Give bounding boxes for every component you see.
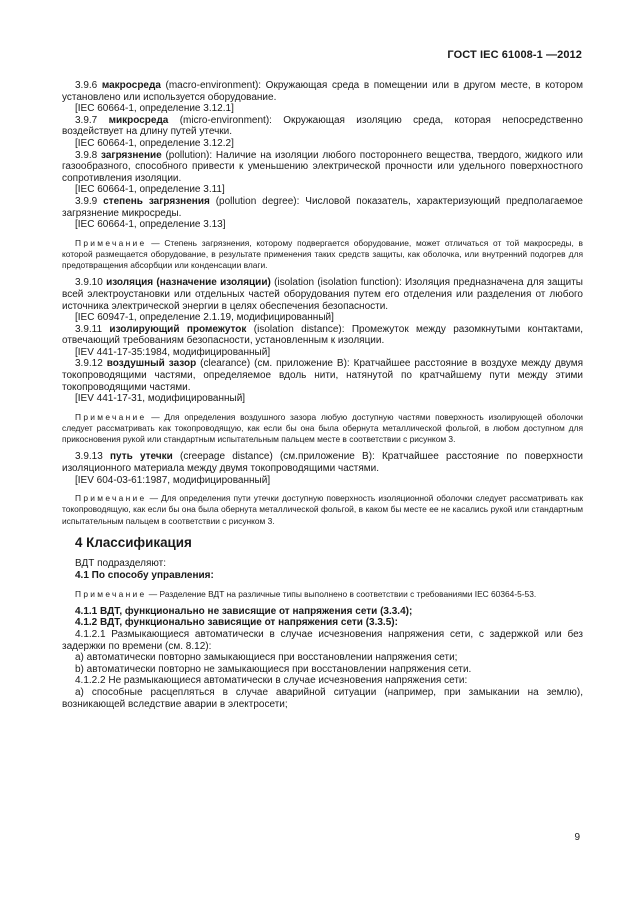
- reference-3-9-7: [IEC 60664-1, определение 3.12.2]: [75, 137, 234, 149]
- definition-3-9-12: 3.9.12 воздушный зазор (clearance) (см. приложение В): Кратчайшее расстояние в воздухе между двумя токопроводящими частями, определяемое вдоль нити, натянутой по кратчайшему пути между этими токопроводящими частями.: [62, 358, 583, 393]
- note-classification: Примечание — Разделение ВДТ на различные типы выполнено в соответствии с требованиями IEC 60364-5-53.: [75, 588, 537, 599]
- definition-3-9-8: 3.9.8 загрязнение (pollution): Наличие на изоляции любого постороннего вещества, твердого, жидкого или газообразного, способного привести к уменьшению электрической прочности или удельного поверхностного сопротивления изоляции.: [62, 149, 583, 184]
- reference-3-9-12: [IEV 441-17-31, модифицированный]: [75, 393, 246, 405]
- subsection-4-1: 4.1 По способу управления:: [75, 570, 214, 582]
- clause-4-1-2-2-a: a) способные расцепляться в случае аварийной ситуации (например, при замыкании на землю), возникающей вследствие аварии в электросети;: [62, 687, 583, 710]
- reference-3-9-6: [IEC 60664-1, определение 3.12.1]: [75, 103, 234, 115]
- definition-3-9-9: 3.9.9 степень загрязнения (pollution degree): Числовой показатель, характеризующий предполагаемое загрязнение микросреды.: [62, 195, 583, 219]
- definition-3-9-6: 3.9.6 макросреда (macro-environment): Окружающая среда в помещении или в другом месте, в котором установлено или используется оборудование.: [62, 80, 583, 103]
- reference-3-9-13: [IEV 604-03-61:1987, модифицированный]: [75, 474, 271, 486]
- subsection-4-1-1: 4.1.1 ВДТ, функционально не зависящие от напряжения сети (3.3.4);: [75, 605, 413, 617]
- clause-4-1-2-1: 4.1.2.1 Размыкающиеся автоматически в случае исчезновения напряжения сети, с задержкой или без задержки по времени (см. 8.12):: [62, 629, 583, 652]
- note-creepage: Примечание — Для определения пути утечки доступную поверхность изоляционной оболочки следует рассматривать как токопроводящую, как если бы она была обернута металлической фольгой, в каком бы месте ее не касались рукой или стандартным испытательным пальцем в соответствии с рисунком 3.: [62, 493, 583, 526]
- subsection-4-1-2: 4.1.2 ВДТ, функционально зависящие от напряжения сети (3.3.5):: [75, 617, 398, 629]
- note-pollution-degree: Примечание — Степень загрязнения, которому подвергается оборудование, может отличаться от той макросреды, в которой размещается оборудование, в результате применения таких средств защиты, как оболочка, или внутренний подогрев для предотвращения абсорбции или конденсации влаги.: [62, 237, 583, 271]
- definition-3-9-10: 3.9.10 изоляция (назначение изоляции) (isolation (isolation function): Изоляция предназначена для защиты всей электроустановки или отдельных частей оборудования путем его отделения или разделения от любого источника электрической энергии в целях обеспечения безопасности.: [62, 277, 583, 312]
- page-number: 9: [574, 832, 580, 843]
- reference-3-9-11: [IEV 441-17-35:1984, модифицированный]: [75, 346, 271, 358]
- document-body: [62, 80, 583, 710]
- section-intro: ВДТ подразделяют:: [75, 558, 167, 570]
- definition-3-9-11: 3.9.11 изолирующий промежуток (isolation distance): Промежуток между разомкнутыми контактами, отвечающий требованиям безопасности, установленным к изоляции.: [62, 323, 584, 347]
- clause-4-1-2-2: 4.1.2.2 Не размыкающиеся автоматически в случае исчезновения напряжения сети:: [75, 675, 468, 687]
- reference-3-9-9: [IEC 60664-1, определение 3.13]: [75, 219, 226, 231]
- clause-4-1-2-1-a: a) автоматически повторно замыкающиеся при восстановлении напряжения сети;: [75, 652, 458, 664]
- definition-3-9-13: 3.9.13 путь утечки (creepage distance) (см.приложение В): Кратчайшее расстояние по поверхности изоляционного материала между двумя токопроводящими частями.: [62, 451, 583, 475]
- clause-4-1-2-1-b: b) автоматически повторно не замыкающиеся при восстановлении напряжения сети.: [75, 663, 472, 675]
- section-title-classification: 4 Классификация: [75, 534, 192, 550]
- reference-3-9-8: [IEC 60664-1, определение 3.11]: [75, 184, 225, 196]
- note-clearance: Примечание — Для определения воздушного зазора любую доступную частями поверхность изолирующей оболочки следует рассматривать как токопроводящую, как если бы она была обернута металлической фольгой, в любом доступном для прикосновения рукой или стандартным испытательным пальцем месте в соответствии с рисунком 3.: [62, 411, 583, 445]
- definition-3-9-7: 3.9.7 микросреда (micro-environment): Окружающая изоляцию среда, которая непосредственно воздействует на длину путей утечки.: [62, 114, 583, 138]
- document-header: ГОСТ IEC 61008-1 —2012: [447, 49, 582, 61]
- reference-3-9-10: [IEC 60947-1, определение 2.1.19, модифицированный]: [75, 312, 334, 324]
